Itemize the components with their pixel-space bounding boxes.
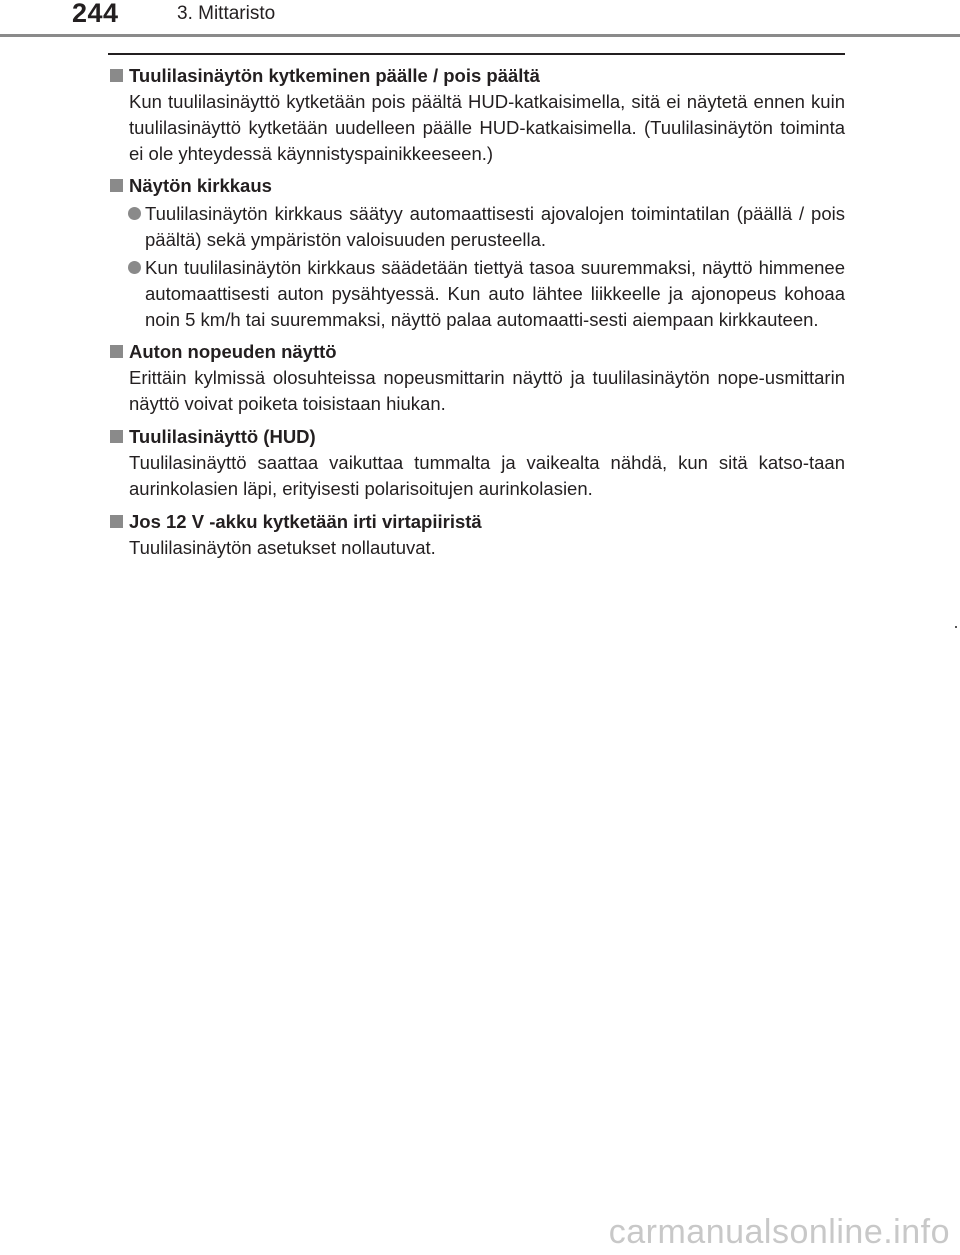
page-header — [0, 0, 960, 40]
square-bullet-icon — [110, 179, 123, 192]
section-heading — [108, 339, 845, 365]
section-heading-text: Tuulilasinäyttö (HUD) — [129, 425, 316, 447]
section-battery-disconnect — [108, 509, 845, 561]
chapter-title: 3. Mittaristo — [177, 3, 276, 24]
list-item — [108, 201, 845, 253]
page-number: 244 — [72, 0, 119, 28]
section-hud-on-off — [108, 63, 845, 166]
list-item-text: Tuulilasinäytön kirkkaus säätyy automaattisesti ajovalojen toimintatilan (päällä / pois päältä) sekä ympäristön valoisuuden perusteella. — [145, 203, 845, 251]
section-paragraph: Kun tuulilasinäyttö kytketään pois päältä HUD-katkaisimella, sitä ei näytetä ennen kuin tuulilasinäyttö kytketään uudelleen päälle HUD-katkaisimella. (Tuulilasinäytön toiminta ei ole yhteydessä käynnistyspainikkeeseen.) — [129, 91, 845, 164]
section-heading-text: Auton nopeuden näyttö — [129, 341, 337, 363]
page-content — [108, 63, 845, 567]
section-heading — [108, 63, 845, 89]
page-edge-mark — [955, 626, 957, 628]
section-heading — [108, 173, 845, 199]
section-hud — [108, 424, 845, 502]
round-bullet-icon — [128, 261, 141, 274]
section-paragraph: Tuulilasinäyttö saattaa vaikuttaa tummalta ja vaikealta nähdä, kun sitä katso-taan aurinkolasien läpi, erityisesti polarisoitujen aurinkolasien. — [129, 451, 845, 499]
section-heading-text: Näytön kirkkaus — [129, 175, 272, 197]
section-paragraph: Tuulilasinäytön asetukset nollautuvat. — [129, 536, 436, 558]
square-bullet-icon — [110, 515, 123, 528]
list-item — [108, 255, 845, 332]
section-divider — [108, 53, 845, 55]
section-heading — [108, 424, 845, 450]
square-bullet-icon — [110, 69, 123, 82]
square-bullet-icon — [110, 345, 123, 358]
square-bullet-icon — [110, 430, 123, 443]
section-display-brightness — [108, 173, 845, 332]
section-heading — [108, 509, 845, 535]
section-heading-text: Tuulilasinäytön kytkeminen päälle / pois päältä — [129, 65, 540, 86]
list-item-text: Kun tuulilasinäytön kirkkaus säädetään tiettyä tasoa suuremmaksi, näyttö himmenee automaattisesti auton pysähtyessä. Kun auto lähtee liikkeelle ja ajonopeus kohoaa noin 5 km/h tai suuremmaksi, näyttö palaa automaatti-sesti aiempaan kirkkauteen. — [145, 256, 845, 330]
watermark: carmanualsonline.info — [608, 1213, 950, 1251]
section-vehicle-speed-display — [108, 339, 845, 417]
section-heading-text: Jos 12 V -akku kytketään irti virtapiiristä — [129, 510, 482, 532]
round-bullet-icon — [128, 207, 141, 220]
section-paragraph: Erittäin kylmissä olosuhteissa nopeusmittarin näyttö ja tuulilasinäytön nope-usmittarin näyttö voivat poiketa toisistaan hiukan. — [129, 367, 845, 415]
header-divider — [0, 34, 960, 37]
